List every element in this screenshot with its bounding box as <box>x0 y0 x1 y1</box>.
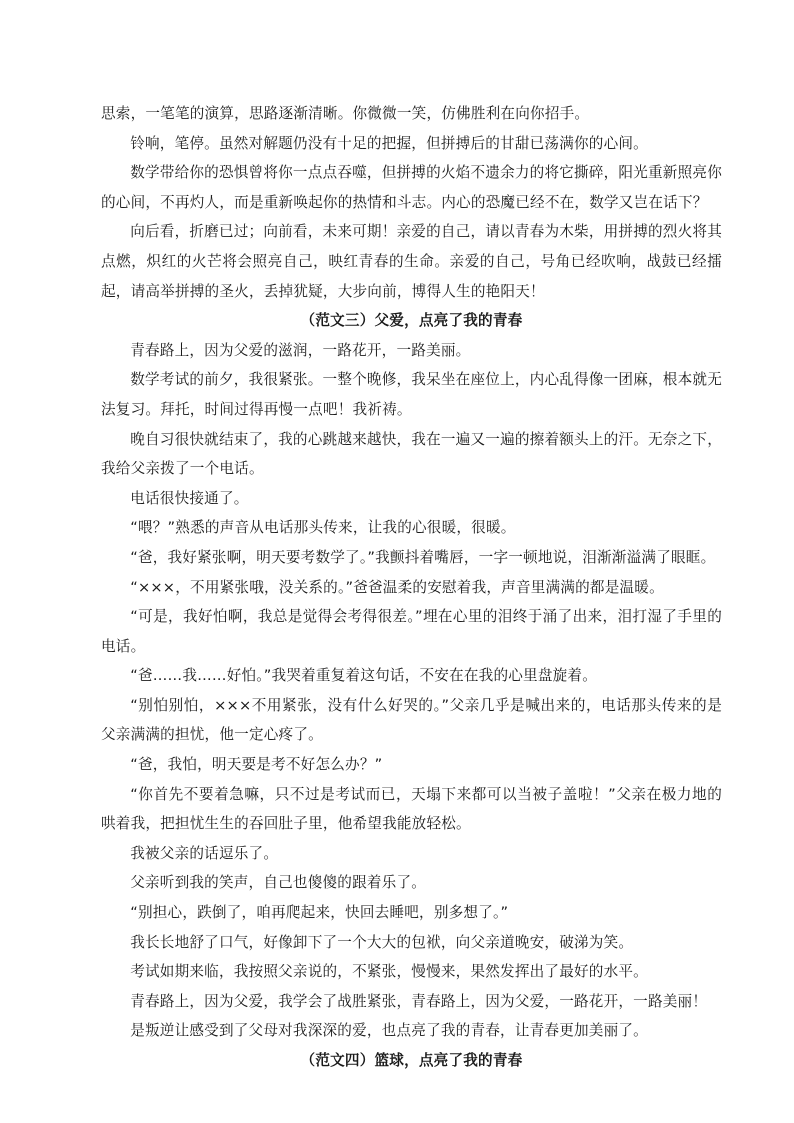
paragraph: “可是，我好怕啊，我总是觉得会考得很差。”埋在心里的泪终于涌了出来，泪打湿了手里的电话。 <box>101 608 722 655</box>
paragraph: 父亲听到我的笑声，自己也傻傻的跟着乐了。 <box>130 874 427 892</box>
paragraph: 铃响，笔停。虽然对解题仍没有十足的把握，但拼搏后的甘甜已荡满你的心间。 <box>130 134 648 152</box>
document-body <box>101 99 722 1076</box>
section-heading: （范文四）篮球，点亮了我的青春 <box>300 1052 523 1069</box>
paragraph: 数学带给你的恐惧曾将你一点点吞噬，但拼搏的火焰不遗余力的将它撕碎，阳光重新照亮你的心间，不再灼人，而是重新唤起你的热情和斗志。内心的恐魔已经不在，数学又岂在话下？ <box>101 164 722 211</box>
paragraph: “别怕别怕，×××不用紧张，没有什么好哭的。”父亲几乎是喊出来的，电话那头传来的是父亲满满的担忧，他一定心疼了。 <box>101 696 722 744</box>
paragraph: “爸……我……好怕。”我哭着重复着这句话，不安在在我的心里盘旋着。 <box>130 667 598 685</box>
paragraph: 我被父亲的话逗乐了。 <box>130 844 279 862</box>
paragraph: 青春路上，因为父爱，我学会了战胜紧张，青春路上，因为父爱，一路花开，一路美丽！ <box>130 992 708 1010</box>
paragraph: 考试如期来临，我按照父亲说的，不紧张，慢慢来，果然发挥出了最好的水平。 <box>130 963 648 981</box>
paragraph: “×××，不用紧张哦，没关系的。”爸爸温柔的安慰着我，声音里满满的都是温暖。 <box>130 578 664 596</box>
paragraph: 思索，一笔笔的演算，思路逐渐清晰。你微微一笑，仿佛胜利在向你招手。 <box>101 105 590 122</box>
paragraph: “你首先不要着急嘛，只不过是考试而已，天塌下来都可以当被子盖啦！”父亲在极力地的哄着我，把担忧生生的吞回肚子里，他希望我能放轻松。 <box>101 785 722 833</box>
paragraph: 向后看，折磨已过；向前看，未来可期！亲爱的自己，请以青春为木柴，用拼搏的烈火将其点燃，炽红的火芒将会照亮自己，映红青春的生命。亲爱的自己，号角已经吹响，战鼓已经擂起，请高举拼搏的圣火，丢掉犹疑，大步向前，博得人生的艳阳天！ <box>101 223 722 300</box>
paragraph: 数学考试的前夕，我很紧张。一整个晚修，我呆坐在座位上，内心乱得像一团麻，根本就无法复习。拜托，时间过得再慢一点吧！我祈祷。 <box>101 371 722 418</box>
paragraph: “喂？”熟悉的声音从电话那头传来，让我的心很暖，很暖。 <box>130 519 516 537</box>
paragraph: 我长长地舒了口气，好像卸下了一个大大的包袱，向父亲道晚安，破涕为笑。 <box>130 933 634 951</box>
paragraph: 青春路上，因为父爱的滋润，一路花开，一路美丽。 <box>130 341 471 359</box>
paragraph: 晚自习很快就结束了，我的心跳越来越快，我在一遍又一遍的擦着额头上的汗。无奈之下，我给父亲拨了一个电话。 <box>101 430 722 478</box>
paragraph: “爸，我怕，明天要是考不好怎么办？” <box>130 756 383 774</box>
section-heading: （范文三）父爱，点亮了我的青春 <box>300 312 523 330</box>
paragraph: 是叛逆让感受到了父母对我深深的爱，也点亮了我的青春，让青春更加美丽了。 <box>130 1022 648 1040</box>
paragraph: “爸，我好紧张啊，明天要考数学了。”我颤抖着嘴唇，一字一顿地说，泪渐渐溢满了眼眶。 <box>130 548 716 566</box>
paragraph: 电话很快接通了。 <box>130 489 249 507</box>
paragraph: “别担心，跌倒了，咱再爬起来，快回去睡吧，别多想了。” <box>130 904 509 922</box>
